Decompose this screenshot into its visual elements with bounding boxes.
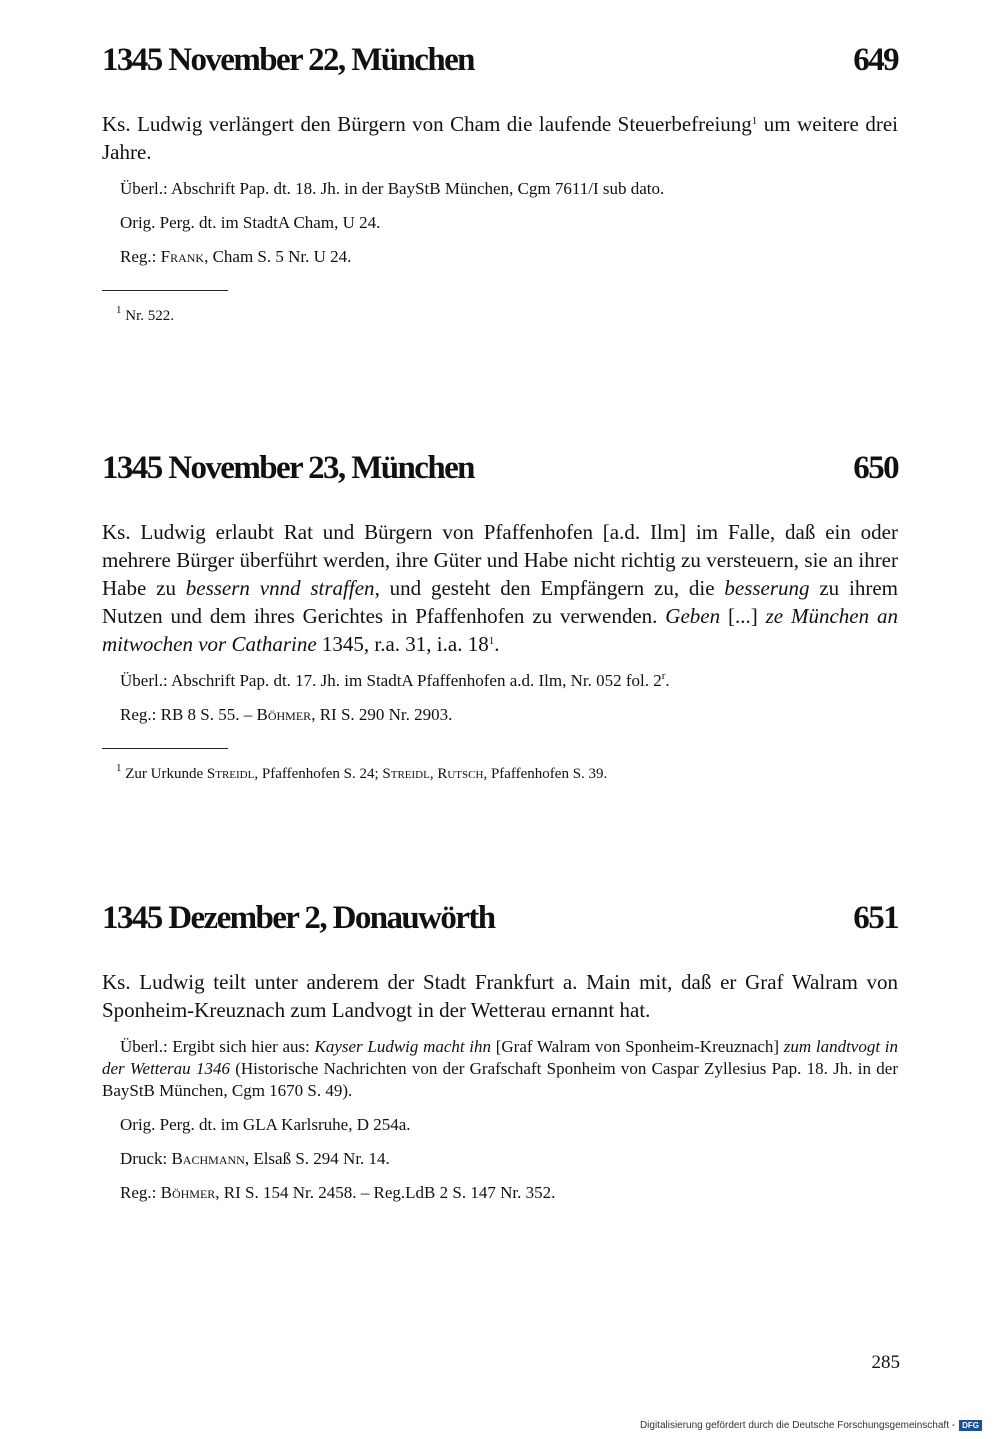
original-note: Orig. Perg. dt. im StadtA Cham, U 24. — [120, 213, 381, 232]
footnote-rule — [102, 290, 228, 291]
entry-title: 1345 November 23, München — [102, 450, 474, 486]
author-name: Böhmer — [256, 705, 312, 724]
entry-number: 649 — [853, 42, 898, 78]
entry-heading — [102, 42, 898, 82]
entry-title: 1345 Dezember 2, Donauwörth — [102, 900, 495, 936]
footnote-rule — [102, 748, 228, 749]
transmission-note: Überl.: Ergibt sich hier aus: Kayser Ludwig macht ihn [Graf Walram von Sponheim-Kreuznach] zum landtvogt in der Wetterau 1346 (Historische Nachrichten von der Grafschaft Sponheim von Caspar Zyllesius Pap. 18. Jh. in der BayStB München, Cgm 1670 S. 49). — [102, 1037, 898, 1100]
entry-heading — [102, 450, 898, 490]
footnote-ref: 1 — [751, 115, 758, 127]
funding-footer — [640, 1420, 982, 1431]
page-number: 285 — [871, 1352, 900, 1373]
entry-651 — [102, 900, 898, 1216]
footnote: $^1$ Nr. 522. — [116, 304, 174, 324]
entry-number: 650 — [853, 450, 898, 486]
author-name: Böhmer — [160, 1183, 216, 1202]
entry-summary: Ks. Ludwig erlaubt Rat und Bürgern von Pfaffenhofen [a.d. Ilm] im Falle, daß ein oder mehrere Bürger überführt werden, ihre Güter und Habe nicht richtig zu versteuern, sie an ihrer Habe zu bessern vnnd straffen, und gesteht den Empfängern zu, die besserung zu ihrem Nutzen und dem ihres Gerichtes in Pfaffenhofen zu verwenden. Geben [...] ze München an mitwochen vor Catharine 1345, r.a. 31, i.a. $18^1$. — [102, 520, 898, 656]
author-name: Streidl — [382, 766, 430, 782]
entry-heading — [102, 900, 898, 940]
author-name: Rutsch — [437, 766, 484, 782]
dfg-logo-icon: DFG — [959, 1420, 982, 1431]
footnote: $^1$ Zur Urkunde Streidl, Pfaffenhofen S. 24; Streidl, Rutsch, Pfaffenhofen S. 39. — [116, 762, 608, 782]
transmission-note: Überl.: Abschrift Pap. dt. 18. Jh. in der BayStB München, Cgm 7611/I sub dato. — [120, 179, 665, 198]
entry-summary: Ks. Ludwig teilt unter anderem der Stadt Frankfurt a. Main mit, daß er Graf Walram von Sponheim-Kreuznach zum Landvogt in der Wetterau ernannt hat. — [102, 970, 898, 1022]
entry-title: 1345 November 22, München — [102, 42, 474, 78]
author-name: Frank — [160, 247, 205, 266]
print-note: Druck: Bachmann, Elsaß S. 294 Nr. 14. — [120, 1149, 390, 1168]
entry-summary: Ks. Ludwig verlängert den Bürgern von Cham die laufende Steuerbefreiung$^1$ um weitere drei Jahre. — [102, 112, 898, 164]
footer-text: Digitalisierung gefördert durch die Deutsche Forschungsgemeinschaft - — [639, 1420, 956, 1431]
original-note: Orig. Perg. dt. im GLA Karlsruhe, D 254a. — [120, 1115, 411, 1134]
regest-note: Reg.: Frank, Cham S. 5 Nr. U 24. — [120, 247, 352, 266]
author-name: Bachmann — [171, 1149, 245, 1168]
author-name: Streidl — [206, 766, 255, 782]
transmission-note: Überl.: Abschrift Pap. dt. 17. Jh. im StadtA Pfaffenhofen a.d. Ilm, Nr. 052 fol. 2$^r$. — [120, 670, 670, 690]
footnote-ref: 1 — [488, 635, 495, 647]
entry-650 — [102, 450, 898, 799]
regest-note: Reg.: RB 8 S. 55. – Böhmer, RI S. 290 Nr. 2903. — [120, 705, 453, 724]
entry-649 — [102, 42, 898, 341]
regest-note: Reg.: Böhmer, RI S. 154 Nr. 2458. – Reg.LdB 2 S. 147 Nr. 352. — [120, 1183, 556, 1202]
entry-number: 651 — [853, 900, 898, 936]
